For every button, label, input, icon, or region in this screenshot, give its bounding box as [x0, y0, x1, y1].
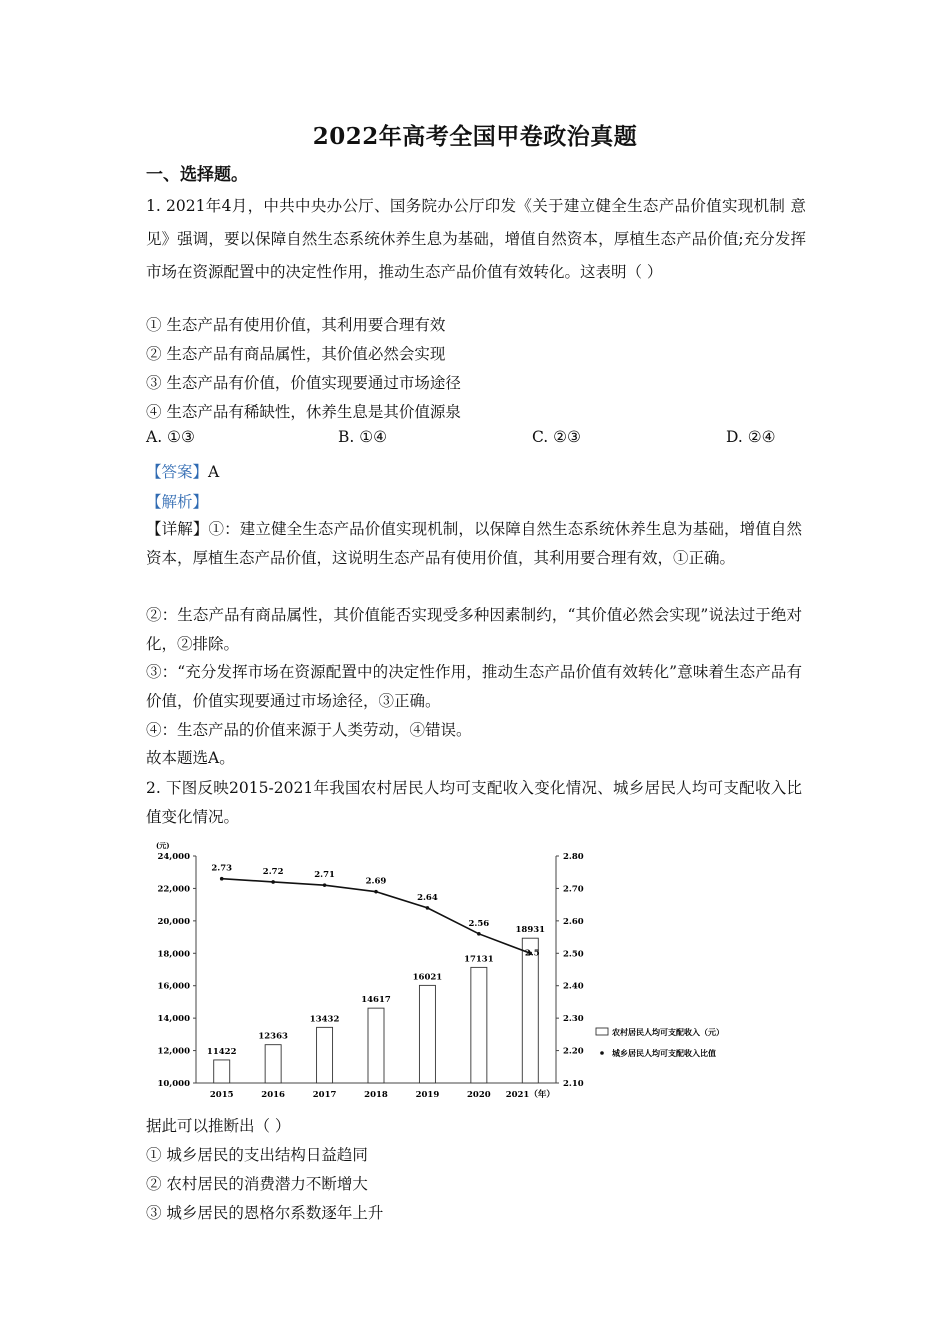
bar-value-label: 11422: [206, 1046, 237, 1057]
section-heading: 一、选择题。: [146, 165, 248, 185]
income-chart: [146, 838, 786, 1110]
answer-value: A: [208, 463, 220, 481]
left-tick-label: 10,000: [157, 1079, 190, 1089]
ratio-value-label: 2.71: [314, 870, 335, 881]
q1-detail-1: 【详解】①：建立健全生态产品价值实现机制，以保障自然生态系统休养生息为基础，增值自然资本，厚植生态产品价值，这说明生态产品有使用价值，其利用要合理有效，①正确。: [146, 520, 802, 567]
ratio-value-label: 2.56: [468, 918, 490, 929]
left-tick-label: 22,000: [157, 884, 190, 895]
q2-stem: 2. 下图反映2015-2021年我国农村居民人均可支配收入变化情况、城乡居民人均可支配收入比值变化情况。: [146, 779, 802, 826]
left-tick-label: 12,000: [157, 1046, 190, 1057]
q2-item: ③ 城乡居民的恩格尔系数逐年上升: [146, 1204, 384, 1222]
q1-item: ① 生态产品有使用价值，其利用要合理有效: [146, 316, 446, 334]
bar-value-label: 12363: [258, 1031, 288, 1042]
right-tick-label: 2.60: [563, 916, 584, 927]
q1-option-a: A. ①③: [146, 428, 195, 446]
left-tick-label: 16,000: [157, 981, 190, 992]
analysis-tag: 【解析】: [146, 493, 209, 511]
answer-tag: 【答案】: [146, 463, 209, 481]
bar-value-label: 13432: [309, 1014, 340, 1025]
income-bar: [317, 1027, 333, 1083]
x-tick-label: 2017: [312, 1090, 337, 1100]
right-tick-label: 2.50: [563, 949, 584, 960]
left-tick-label: 24,000: [157, 852, 190, 862]
bar-value-label: 18931: [515, 925, 546, 936]
ratio-point: [374, 890, 378, 894]
q1-detail-5: 故本题选A。: [146, 749, 235, 767]
ratio-value-label: 2.73: [211, 863, 233, 874]
x-tick-label: 2015: [209, 1090, 234, 1100]
right-tick-label: 2.30: [563, 1014, 584, 1025]
q1-item: ② 生态产品有商品属性，其价值必然会实现: [146, 345, 446, 363]
q1-option-d: D. ②④: [726, 428, 776, 446]
legend-line-label: 城乡居民人均可支配收入比值: [612, 1048, 716, 1058]
right-tick-label: 2.70: [563, 884, 584, 895]
bar-value-label: 16021: [412, 972, 443, 983]
right-tick-label: 2.10: [563, 1079, 584, 1089]
ratio-value-label: 2.64: [417, 892, 438, 903]
left-tick-label: 20,000: [157, 916, 190, 927]
q2-item: ② 农村居民的消费潜力不断增大: [146, 1175, 368, 1193]
q1-answer-row: [146, 460, 219, 482]
income-bar: [522, 938, 538, 1083]
left-tick-label: 14,000: [157, 1014, 190, 1025]
ratio-point: [220, 877, 224, 881]
x-tick-label: 2020: [467, 1090, 491, 1100]
income-bar: [265, 1045, 281, 1083]
q1-option-b: B. ①④: [338, 428, 388, 446]
x-tick-label: 2016: [261, 1090, 285, 1100]
q1-item: ④ 生态产品有稀缺性，休养生息是其价值源泉: [146, 403, 461, 421]
q1-stem: 1. 2021年4月，中共中央办公厅、国务院办公厅印发《关于建立健全生态产品价值实现机制 意见》强调，要以保障自然生态系统休养生息为基础，增值自然资本，厚植生态产品价值;充分发挥市场在资源配置中的决定性作用，推动生态产品价值有效转化。这表明（ ）: [146, 197, 806, 281]
x-tick-label: 2018: [364, 1090, 388, 1100]
right-tick-label: 2.40: [563, 981, 584, 992]
legend-line-swatch: [600, 1051, 604, 1055]
page-title: 2022年高考全国甲卷政治真题: [312, 123, 638, 150]
ratio-point: [477, 932, 481, 936]
legend-bar-label: 农村居民人均可支配收入（元）: [612, 1027, 724, 1037]
income-bar: [419, 985, 435, 1083]
q2-prompt: 据此可以推断出（ ）: [146, 1117, 291, 1135]
q2-item: ① 城乡居民的支出结构日益趋同: [146, 1146, 368, 1164]
q1-option-c: C. ②③: [532, 428, 581, 446]
bar-value-label: 17131: [464, 954, 494, 965]
x-tick-label: 2021（年）: [505, 1090, 555, 1100]
ratio-value-label: 2.69: [365, 876, 387, 887]
q1-detail-4: ④：生态产品的价值来源于人类劳动，④错误。: [146, 721, 472, 739]
q1-detail-2: ②：生态产品有商品属性，其价值能否实现受多种因素制约，“其价值必然会实现”说法过于绝对化，②排除。: [146, 606, 802, 653]
ratio-point: [426, 906, 430, 910]
ratio-point: [323, 883, 327, 887]
income-bar: [368, 1008, 384, 1083]
q1-item: ③ 生态产品有价值，价值实现要通过市场途径: [146, 374, 461, 392]
right-tick-label: 2.20: [563, 1046, 584, 1057]
left-tick-label: 18,000: [157, 949, 190, 960]
income-bar: [471, 967, 487, 1083]
q1-detail-3: ③：“充分发挥市场在资源配置中的决定性作用，推动生态产品价值有效转化”意味着生态产品有价值，价值实现要通过市场途径，③正确。: [146, 663, 802, 710]
income-bar: [214, 1060, 230, 1083]
ratio-value-label: 2.72: [262, 866, 284, 877]
right-tick-label: 2.80: [563, 852, 584, 862]
ratio-point: [271, 880, 275, 884]
left-unit-label: (元): [156, 841, 170, 850]
legend-bar-swatch: [596, 1028, 608, 1035]
ratio-value-label: 2.5: [524, 948, 540, 959]
bar-value-label: 14617: [361, 995, 391, 1006]
x-tick-label: 2019: [415, 1090, 440, 1100]
